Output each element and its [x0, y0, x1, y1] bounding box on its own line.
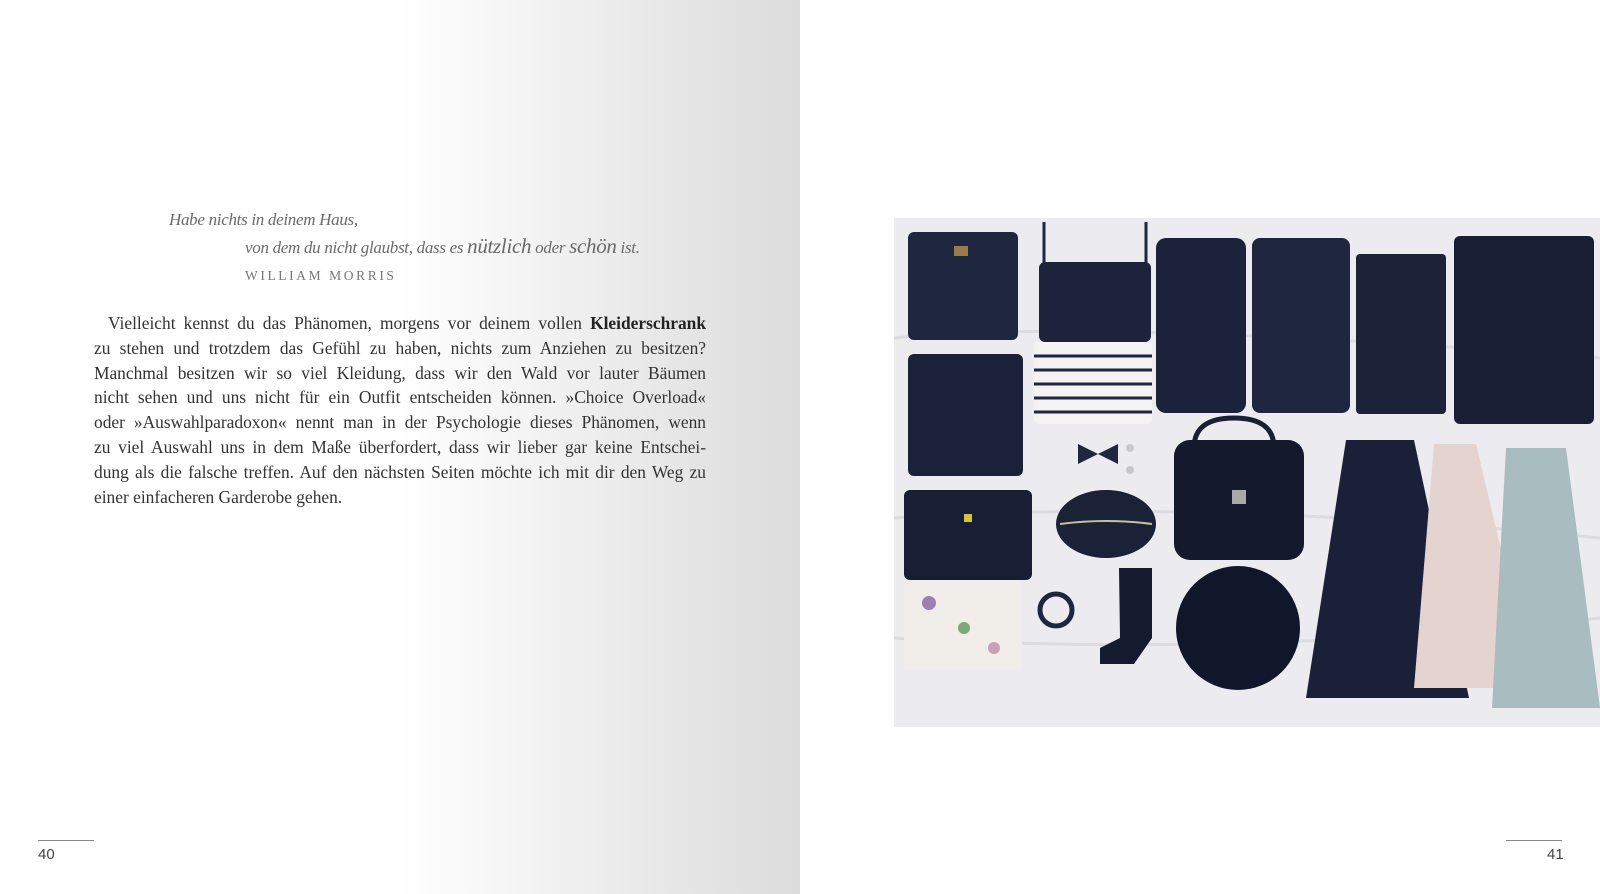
flatlay-illustration [894, 218, 1600, 727]
ring-2 [1126, 466, 1134, 474]
blue-sweater [1252, 238, 1350, 413]
body-line-2: zu stehen und trotzdem das Gefühl zu haben, nichts zum Anziehen zu besitzen? [94, 337, 706, 358]
epigraph-word-beautiful: schön [569, 234, 617, 258]
wide-brim-hat [1176, 566, 1300, 690]
body-line-7: dung als die falsche treffen. Auf den nächsten Seiten möchte ich mit dir den Weg zu [94, 461, 706, 482]
body-line-8: einer einfacheren Garderobe gehen. [94, 486, 343, 507]
trousers [1454, 236, 1594, 424]
epigraph-word-or: oder [531, 238, 570, 257]
page-number-rule-right [1506, 840, 1562, 841]
page-number-left: 40 [38, 846, 55, 863]
body-line-6: zu viel Auswahl uns in dem Maße überfordert, dass wir lieber gar keine Entschei- [94, 436, 706, 457]
page-number-rule-left [38, 840, 94, 841]
body-paragraph [94, 311, 706, 509]
body-line-4: nicht sehen und uns nicht für ein Outfit entscheiden können. »Choice Overload« [94, 387, 706, 408]
tank-top-folded [904, 490, 1032, 580]
page-number-right: 41 [1547, 846, 1564, 863]
backpack-clasp [1232, 490, 1246, 504]
floral-print-1 [922, 596, 936, 610]
epigraph-line-2 [245, 234, 640, 259]
body-line-1 [94, 311, 706, 336]
floral-print-2 [958, 622, 970, 634]
epigraph-line-2-start: von dem du nicht glaubst, dass es [245, 238, 468, 257]
camisole [1039, 262, 1151, 342]
epigraph-line-2-end: ist. [616, 238, 640, 257]
body-line-1-text: Vielleicht kennst du das Phänomen, morgens vor deinem vollen [108, 313, 591, 333]
clutch-purse [1056, 490, 1156, 558]
tank-top-logo [964, 514, 972, 522]
body-line-5: oder »Auswahlparadoxon« nennt man in der Psychologie dieses Phänomen, wenn [94, 412, 706, 433]
epigraph-line-1: Habe nichts in deinem Haus, [169, 210, 358, 229]
cardigan-label [954, 246, 968, 256]
knit-sweater [1156, 238, 1246, 413]
shorts [1356, 254, 1446, 414]
tshirt-folded [908, 354, 1023, 476]
floral-print-3 [988, 642, 1000, 654]
ring-1 [1126, 444, 1134, 452]
epigraph-author: WILLIAM MORRIS [245, 268, 397, 283]
body-line-3: Manchmal besitzen wir so viel Kleidung, dass wir den Wald vor lauter Bäumen [94, 362, 706, 383]
epigraph-word-useful: nützlich [467, 234, 532, 258]
wardrobe-flatlay-photo [894, 218, 1600, 727]
body-keyword: Kleiderschrank [590, 313, 706, 333]
